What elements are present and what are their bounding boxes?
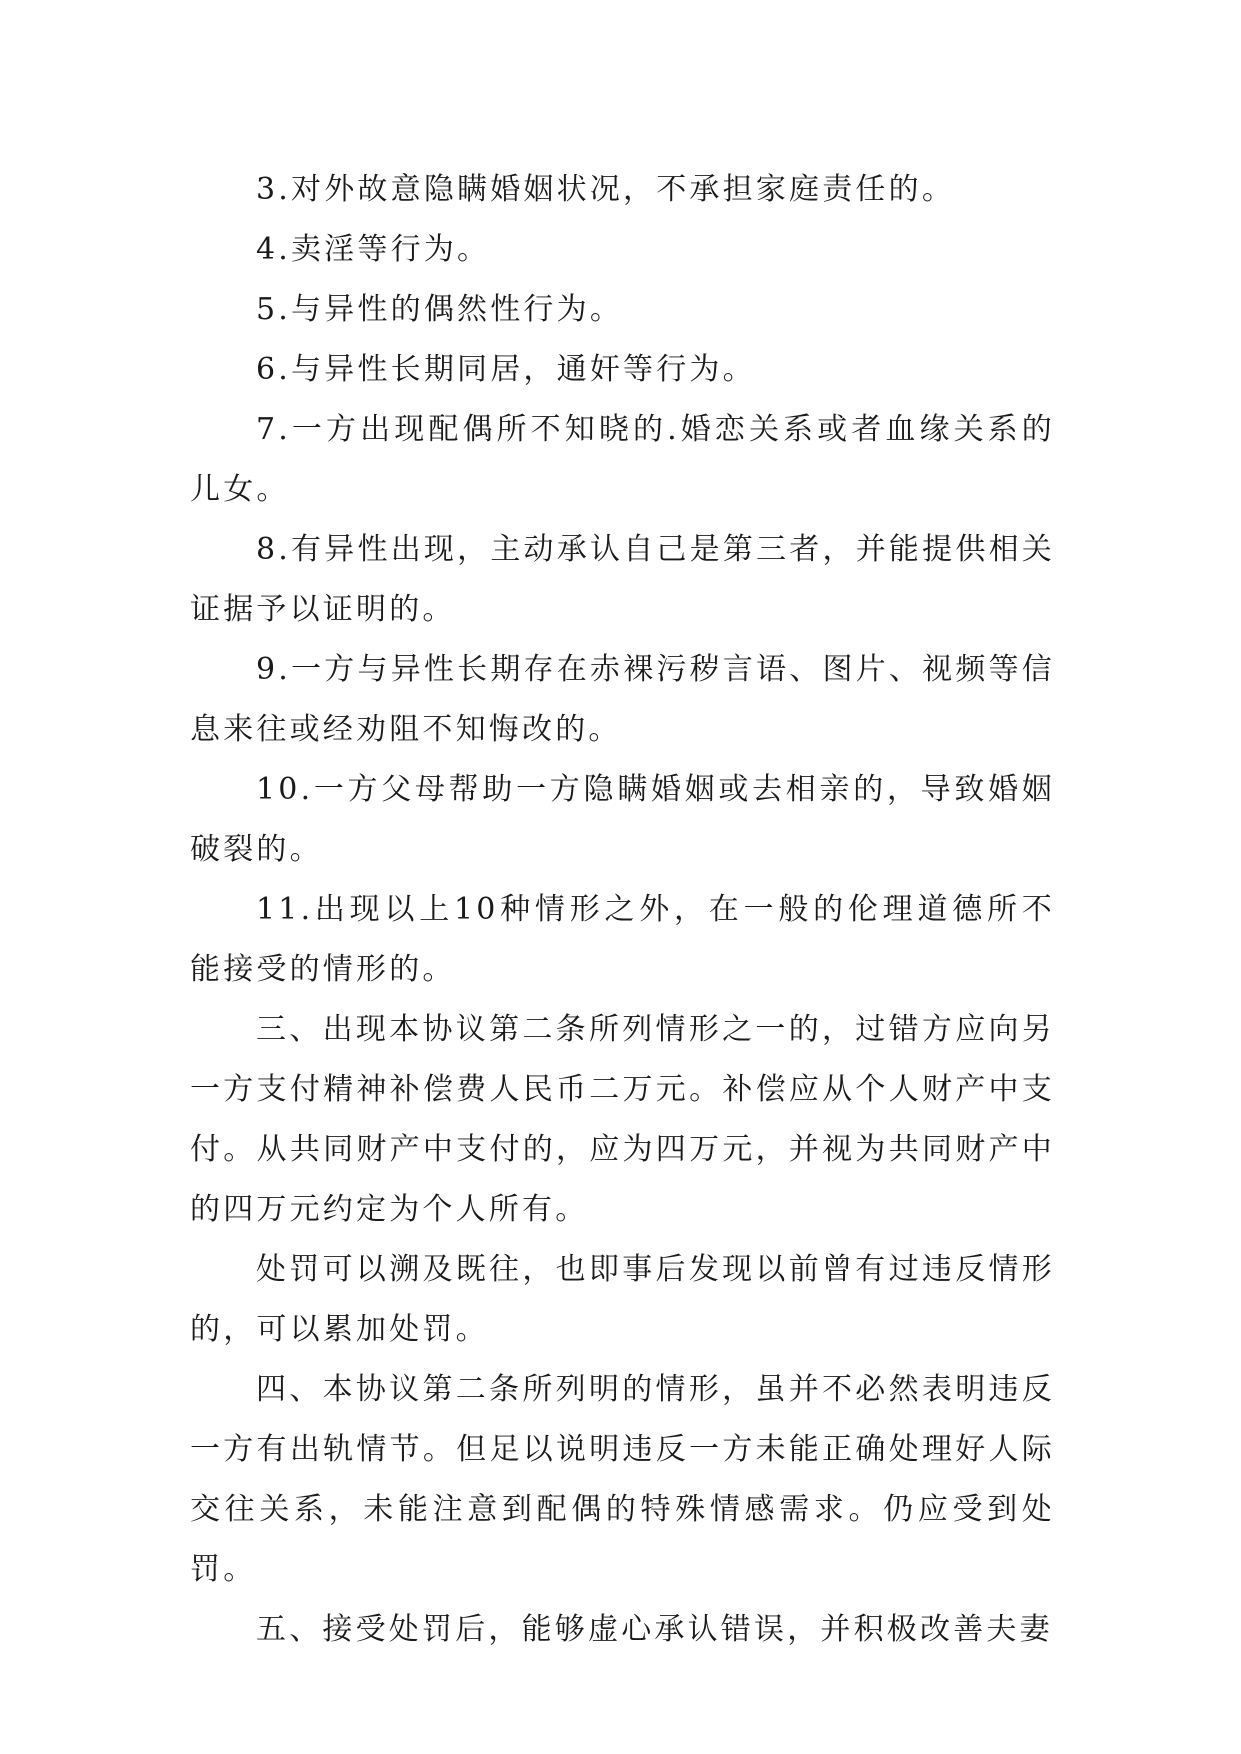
paragraph-item-7: 7.一方出现配偶所不知晓的.婚恋关系或者血缘关系的儿女。: [190, 412, 1055, 507]
paragraph-item-11: 11.出现以上10种情形之外，在一般的伦理道德所不能接受的情形的。: [190, 892, 1055, 987]
clause-four: 四、本协议第二条所列明的情形，虽并不必然表明违反一方有出轨情节。但足以说明违反一方未能正确处理好人际交往关系，未能注意到配偶的特殊情感需求。仍应受到处罚。: [190, 1372, 1055, 1587]
clause-three-retroactive-note: 处罚可以溯及既往，也即事后发现以前曾有过违反情形的，可以累加处罚。: [190, 1252, 1055, 1347]
paragraph-item-6: 6.与异性长期同居，通奸等行为。: [256, 352, 756, 387]
paragraph-item-8: 8.有异性出现，主动承认自己是第三者，并能提供相关证据予以证明的。: [190, 532, 1055, 627]
paragraph-item-10: 10.一方父母帮助一方隐瞒婚姻或去相亲的，导致婚姻破裂的。: [190, 772, 1055, 867]
paragraph-item-3: 3.对外故意隐瞒婚姻状况，不承担家庭责任的。: [256, 172, 956, 207]
clause-three: 三、出现本协议第二条所列情形之一的，过错方应向另一方支付精神补偿费人民币二万元。补偿应从个人财产中支付。从共同财产中支付的，应为四万元，并视为共同财产中的四万元约定为个人所有。: [190, 1012, 1055, 1227]
paragraph-item-5: 5.与异性的偶然性行为。: [256, 292, 624, 327]
paragraph-item-9: 9.一方与异性长期存在赤裸污秽言语、图片、视频等信息来往或经劝阻不知悔改的。: [190, 652, 1055, 747]
clause-five: 五、接受处罚后，能够虚心承认错误，并积极改善夫妻: [256, 1612, 1053, 1647]
paragraph-item-4: 4.卖淫等行为。: [256, 232, 491, 267]
document-body: [190, 160, 1055, 1660]
